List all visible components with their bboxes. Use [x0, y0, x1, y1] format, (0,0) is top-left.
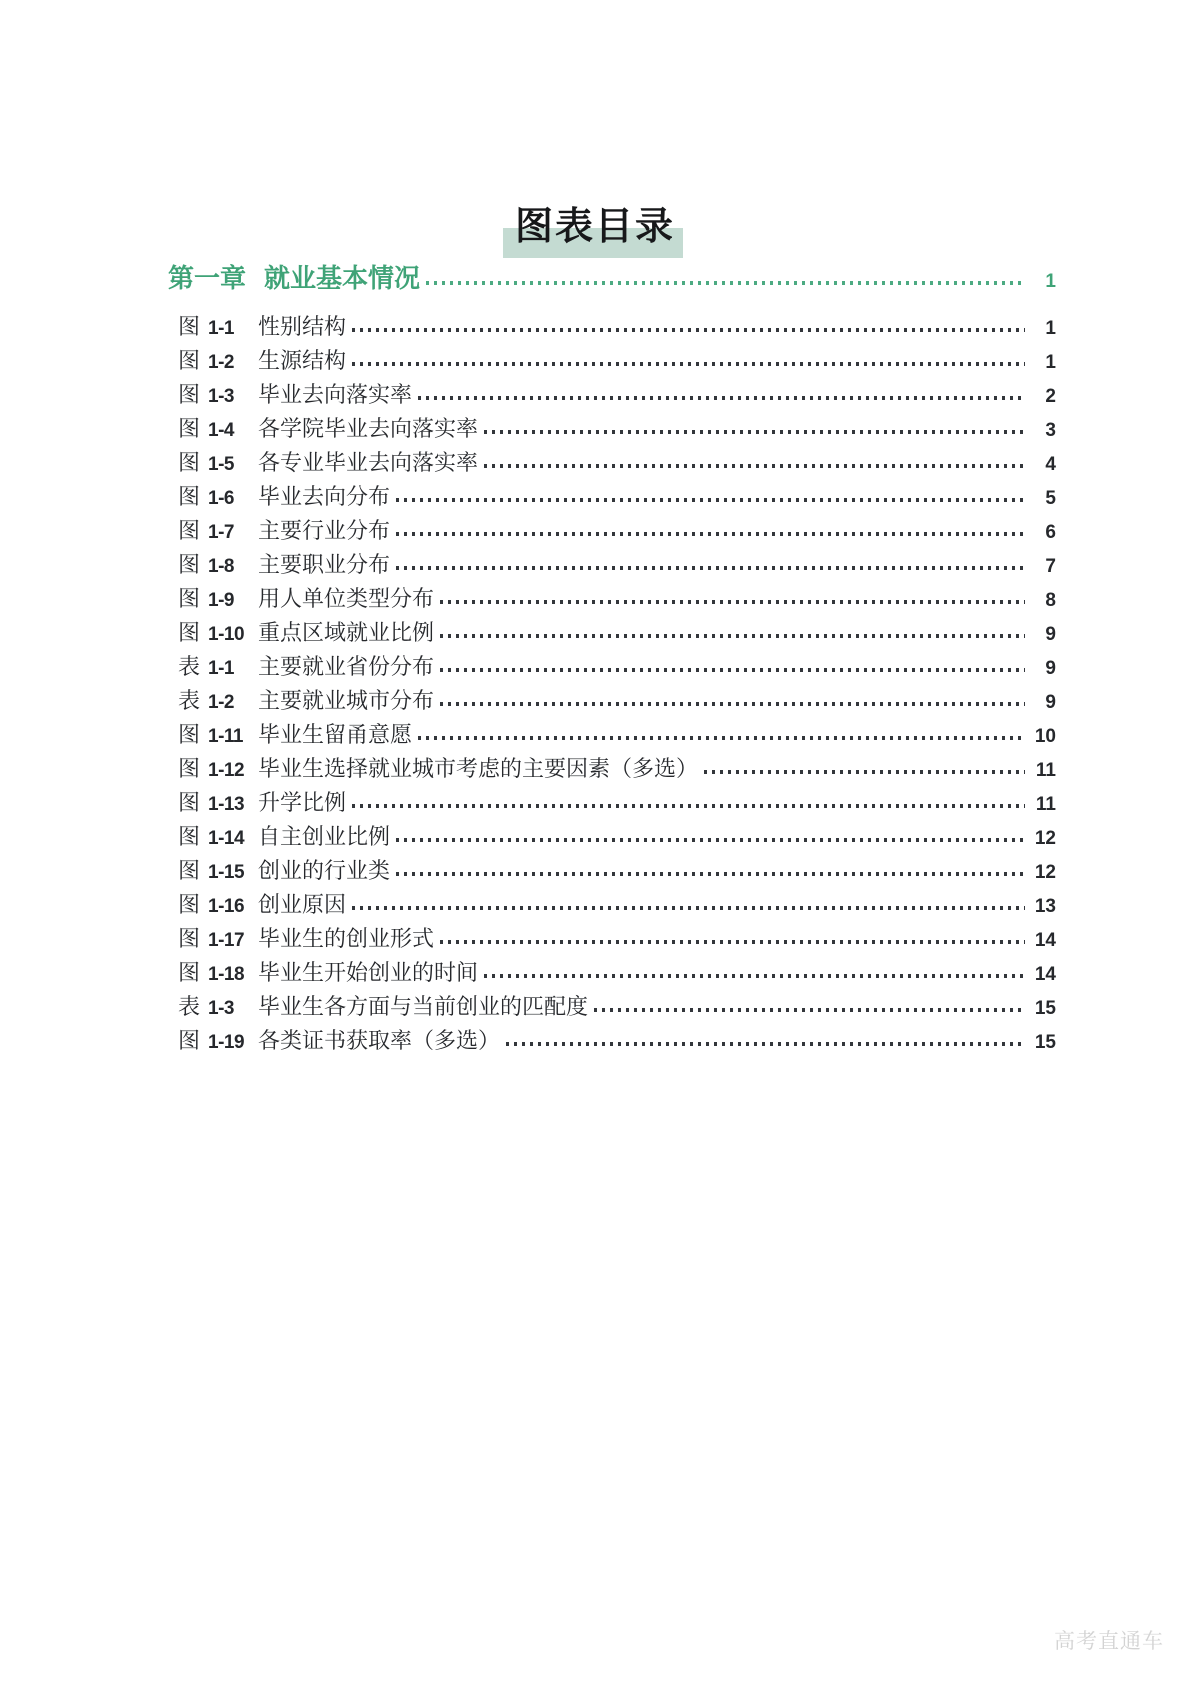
dot-leader [396, 532, 1025, 536]
entry-page-number: 3 [1045, 420, 1056, 441]
toc-entry-row[interactable] [168, 684, 1056, 718]
entry-number: 1-10 [208, 624, 245, 645]
entry-number: 1-18 [208, 964, 245, 985]
entry-type-label: 图 [178, 892, 201, 917]
entry-title: 毕业生选择就业城市考虑的主要因素（多选） [258, 756, 699, 781]
dot-leader [484, 974, 1025, 978]
dot-leader [594, 1008, 1025, 1012]
entry-number: 1-19 [208, 1032, 245, 1053]
entry-title: 升学比例 [258, 790, 347, 815]
entry-title: 毕业生开始创业的时间 [258, 960, 479, 985]
entry-number: 1-1 [208, 658, 234, 679]
toc-entry-row[interactable] [168, 922, 1056, 956]
entry-title: 毕业去向分布 [258, 484, 391, 509]
entry-page-number: 15 [1034, 1032, 1056, 1053]
toc-entry-row[interactable] [168, 412, 1056, 446]
toc-entry-row[interactable] [168, 480, 1056, 514]
toc-entry-row[interactable] [168, 786, 1056, 820]
dot-leader [506, 1042, 1025, 1046]
entry-type-label: 图 [178, 824, 201, 849]
toc-entry-row[interactable] [168, 582, 1056, 616]
entry-title: 性别结构 [258, 314, 347, 339]
entry-title: 创业原因 [258, 892, 347, 917]
page-title [515, 204, 675, 252]
entry-title: 主要就业省份分布 [258, 654, 435, 679]
entry-title: 毕业生的创业形式 [258, 926, 435, 951]
entry-title: 毕业生各方面与当前创业的匹配度 [258, 994, 589, 1019]
entry-title: 主要行业分布 [258, 518, 391, 543]
entry-type-label: 图 [178, 416, 201, 441]
entry-title: 各类证书获取率（多选） [258, 1028, 501, 1053]
entry-page-number: 6 [1045, 522, 1056, 543]
entry-number: 1-7 [208, 522, 234, 543]
entry-type-label: 图 [178, 348, 201, 373]
dot-leader [440, 940, 1025, 944]
toc-entry-row[interactable] [168, 650, 1056, 684]
entry-number: 1-2 [208, 352, 234, 373]
dot-leader [418, 736, 1025, 740]
entry-type-label: 图 [178, 858, 201, 883]
entry-number: 1-4 [208, 420, 234, 441]
toc-entry-row[interactable] [168, 344, 1056, 378]
dot-leader [440, 600, 1025, 604]
toc-entry-row[interactable] [168, 718, 1056, 752]
entry-type-label: 图 [178, 586, 201, 611]
toc-entry-row[interactable] [168, 820, 1056, 854]
entry-number: 1-16 [208, 896, 245, 917]
entry-title: 生源结构 [258, 348, 347, 373]
entry-type-label: 图 [178, 450, 201, 475]
entry-number: 1-2 [208, 692, 234, 713]
entry-page-number: 14 [1034, 964, 1056, 985]
entry-page-number: 9 [1045, 658, 1056, 679]
entry-title: 自主创业比例 [258, 824, 391, 849]
entry-type-label: 图 [178, 790, 201, 815]
dot-leader [440, 668, 1025, 672]
watermark: 高考直通车 [1054, 1630, 1164, 1653]
entry-type-label: 图 [178, 1028, 201, 1053]
dot-leader [440, 634, 1025, 638]
chapter-label: 第一章 [168, 264, 247, 293]
toc-entry-row[interactable] [168, 854, 1056, 888]
entry-type-label: 图 [178, 960, 201, 985]
entry-title: 主要职业分布 [258, 552, 391, 577]
entry-type-label: 图 [178, 382, 201, 407]
entry-page-number: 13 [1034, 896, 1056, 917]
dot-leader [484, 464, 1025, 468]
dot-leader [426, 281, 1025, 285]
toc-entry-row[interactable] [168, 616, 1056, 650]
entry-page-number: 4 [1045, 454, 1056, 475]
entry-type-label: 表 [178, 654, 201, 679]
entry-type-label: 表 [178, 994, 201, 1019]
dot-leader [352, 328, 1025, 332]
chapter-title: 就业基本情况 [264, 264, 421, 293]
entry-title: 用人单位类型分布 [258, 586, 435, 611]
entry-page-number: 11 [1035, 794, 1056, 815]
entry-number: 1-11 [208, 726, 243, 747]
entry-page-number: 9 [1045, 692, 1056, 713]
entry-number: 1-9 [208, 590, 234, 611]
entry-type-label: 图 [178, 756, 201, 781]
entry-number: 1-1 [208, 318, 234, 339]
entry-title: 毕业生留甬意愿 [258, 722, 413, 747]
toc-entry-row[interactable] [168, 1024, 1056, 1058]
dot-leader [352, 906, 1025, 910]
toc-chapter-row[interactable] [168, 258, 1056, 298]
entry-number: 1-17 [208, 930, 245, 951]
entry-page-number: 12 [1034, 828, 1056, 849]
dot-leader [418, 396, 1025, 400]
entry-number: 1-12 [208, 760, 245, 781]
dot-leader [396, 566, 1025, 570]
dot-leader [704, 770, 1025, 774]
dot-leader [484, 430, 1025, 434]
toc-list [168, 258, 1056, 1058]
entry-page-number: 11 [1035, 760, 1056, 781]
entry-title: 创业的行业类 [258, 858, 391, 883]
toc-entry-row[interactable] [168, 752, 1056, 786]
dot-leader [352, 804, 1025, 808]
entry-page-number: 15 [1034, 998, 1056, 1019]
entry-page-number: 12 [1034, 862, 1056, 883]
entry-type-label: 图 [178, 722, 201, 747]
toc-entry-row[interactable] [168, 956, 1056, 990]
toc-entries [168, 310, 1056, 1058]
entry-page-number: 9 [1045, 624, 1056, 645]
dot-leader [396, 498, 1025, 502]
entry-page-number: 10 [1034, 726, 1056, 747]
entry-number: 1-6 [208, 488, 234, 509]
chapter-page-number: 1 [1045, 271, 1056, 292]
page-title-text: 图表目录 [514, 206, 676, 248]
toc-entry-row[interactable] [168, 446, 1056, 480]
entry-page-number: 5 [1045, 488, 1056, 509]
entry-number: 1-15 [208, 862, 245, 883]
toc-entry-row[interactable] [168, 990, 1056, 1024]
entry-number: 1-5 [208, 454, 234, 475]
toc-entry-row[interactable] [168, 514, 1056, 548]
toc-entry-row[interactable] [168, 888, 1056, 922]
entry-type-label: 图 [178, 484, 201, 509]
entry-title: 各专业毕业去向落实率 [258, 450, 479, 475]
entry-number: 1-3 [208, 386, 234, 407]
entry-title: 各学院毕业去向落实率 [258, 416, 479, 441]
entry-type-label: 图 [178, 552, 201, 577]
entry-page-number: 1 [1045, 318, 1056, 339]
entry-type-label: 图 [178, 620, 201, 645]
toc-entry-row[interactable] [168, 310, 1056, 344]
entry-number: 1-13 [208, 794, 245, 815]
entry-page-number: 8 [1045, 590, 1056, 611]
entry-page-number: 7 [1045, 556, 1056, 577]
dot-leader [352, 362, 1025, 366]
dot-leader [396, 872, 1025, 876]
entry-type-label: 图 [178, 926, 201, 951]
entry-title: 重点区域就业比例 [258, 620, 435, 645]
toc-entry-row[interactable] [168, 548, 1056, 582]
entry-number: 1-8 [208, 556, 234, 577]
toc-entry-row[interactable] [168, 378, 1056, 412]
entry-type-label: 图 [178, 314, 201, 339]
entry-title: 毕业去向落实率 [258, 382, 413, 407]
entry-page-number: 2 [1045, 386, 1056, 407]
entry-page-number: 14 [1034, 930, 1056, 951]
entry-type-label: 表 [178, 688, 201, 713]
entry-page-number: 1 [1045, 352, 1056, 373]
dot-leader [440, 702, 1025, 706]
entry-number: 1-14 [208, 828, 245, 849]
entry-type-label: 图 [178, 518, 201, 543]
entry-number: 1-3 [208, 998, 234, 1019]
entry-title: 主要就业城市分布 [258, 688, 435, 713]
dot-leader [396, 838, 1025, 842]
